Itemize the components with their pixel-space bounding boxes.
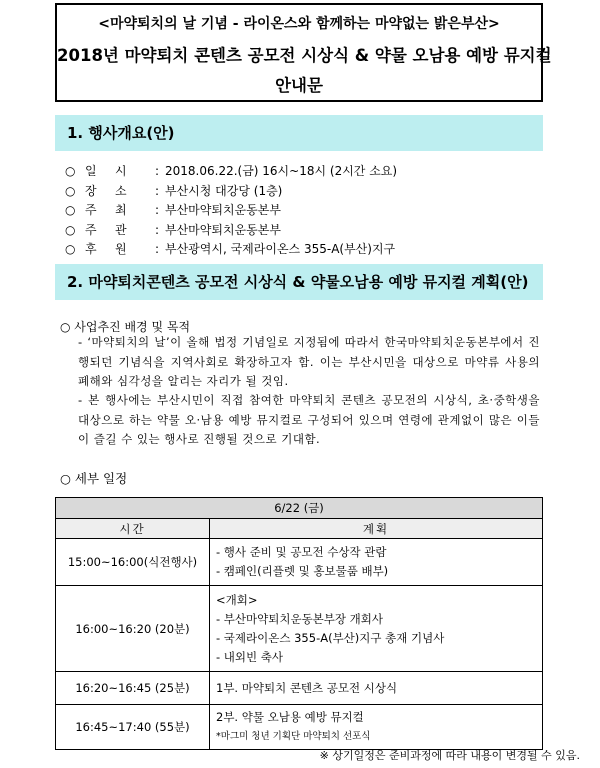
plan-line: - 국제라이온스 355-A(부산)지구 총재 기념사 xyxy=(216,630,445,645)
schedule-header-row xyxy=(56,519,543,539)
plan-note: *마그미 청년 기획단 마약퇴치 선포식 xyxy=(216,731,371,742)
time-cell: 16:20~16:45 (25분) xyxy=(56,672,210,705)
overview-value: 부산시청 대강당 (1층) xyxy=(165,183,283,198)
table-row xyxy=(56,672,543,705)
plan-cell xyxy=(210,539,543,586)
table-row xyxy=(56,586,543,672)
bullet: ○ xyxy=(65,203,76,217)
column-header-time: 시간 xyxy=(56,519,210,539)
plan-line: - 캠페인(리플렛 및 홍보물품 배부) xyxy=(216,564,389,578)
time-cell: 15:00~16:00(식전행사) xyxy=(56,539,210,586)
table-row xyxy=(56,539,543,586)
time-cell: 16:00~16:20 (20분) xyxy=(56,586,210,672)
document-title-line2: 안내문 xyxy=(275,76,323,95)
plan-line: 2부. 약물 오남용 예방 뮤지컬 xyxy=(216,710,364,724)
background-heading: ○ 사업추진 배경 및 목적 xyxy=(60,320,191,334)
schedule-date-row xyxy=(56,498,543,519)
overview-value: 부산광역시, 국제라이온스 355-A(부산)지구 xyxy=(165,242,396,256)
table-row xyxy=(56,705,543,750)
overview-row-venue: ○ 장 소 : 부산시청 대강당 (1층) xyxy=(65,182,397,202)
overview-list xyxy=(65,162,397,260)
schedule-heading: ○ 세부 일정 xyxy=(60,471,128,486)
plan-cell xyxy=(210,705,543,750)
plan-line: - 내외빈 축사 xyxy=(216,649,284,664)
overview-row-host: ○ 주 최 : 부산마약퇴치운동본부 xyxy=(65,201,397,221)
plan-line: 1부. 마약퇴치 콘텐츠 공모전 시상식 xyxy=(216,680,398,695)
section2-heading: 2. 마약퇴치콘텐츠 공모전 시상식 & 약물오남용 예방 뮤지컬 계획(안) xyxy=(55,264,543,300)
plan-line: - 행사 준비 및 공모전 수상작 관람 xyxy=(216,545,387,559)
title-box xyxy=(55,3,552,102)
overview-label: 일 시 xyxy=(85,164,127,178)
overview-value: 부산마약퇴치운동본부 xyxy=(165,222,281,237)
document-title: 2018년 마약퇴치 콘텐츠 공모전 시상식 & 약물 오남용 예방 뮤지컬 xyxy=(57,46,552,65)
plan-cell xyxy=(210,672,543,705)
overview-value: 부산마약퇴치운동본부 xyxy=(165,203,281,217)
plan-cell xyxy=(210,586,543,672)
bullet: ○ xyxy=(65,242,76,256)
overview-row-date: ○ 일 시 : 2018.06.22.(금) 16시~18시 (2시간 소요) xyxy=(65,162,397,182)
overview-label: 주 최 xyxy=(85,203,127,217)
overview-label: 후 원 xyxy=(85,242,127,256)
plan-line: <개회> xyxy=(216,592,258,607)
section1-heading: 1. 행사개요(안) xyxy=(55,115,543,151)
bullet: ○ xyxy=(65,222,76,237)
overview-label: 주 관 xyxy=(85,222,127,237)
bullet: ○ xyxy=(65,183,76,198)
overview-label: 장 소 xyxy=(85,183,127,198)
document-subtitle: <마약퇴치의 날 기념 - 라이온스와 함께하는 마약없는 밝은부산> xyxy=(98,16,500,32)
bullet: ○ xyxy=(65,164,76,178)
overview-row-sponsor: ○ 후 원 : 부산광역시, 국제라이온스 355-A(부산)지구 xyxy=(65,240,397,260)
plan-line: - 부산마약퇴치운동본부장 개회사 xyxy=(216,611,383,626)
overview-row-organizer: ○ 주 관 : 부산마약퇴치운동본부 xyxy=(65,221,397,241)
background-paragraph-2: - 본 행사에는 부산시민이 직접 참여한 마약퇴치 콘텐츠 공모전의 시상식, 초·중학생을 대상으로 하는 약물 오·남용 예방 뮤지컬로 구성되어 있으며 연령에 관계없이 많은 이들이 즐길 수 있는 행사로 진행될 것으로 기대함. xyxy=(78,393,540,446)
background-paragraph-1: - ‘마약퇴치의 날’이 올해 법정 기념일로 지정됨에 따라서 한국마약퇴치운동본부에서 진행되던 기념식을 지역사회로 확장하고자 함. 이는 부산시민을 대상으로 마약류 사용의 폐해와 심각성을 알리는 자리가 될 것임. xyxy=(78,335,540,388)
time-cell: 16:45~17:40 (55분) xyxy=(56,705,210,750)
column-header-plan: 계획 xyxy=(210,519,543,539)
footer-note: ※ 상기일정은 준비과정에 따라 내용이 변경될 수 있음. xyxy=(319,749,580,762)
schedule-table xyxy=(55,497,543,750)
schedule-date: 6/22 (금) xyxy=(56,498,543,519)
overview-value: 2018.06.22.(금) 16시~18시 (2시간 소요) xyxy=(165,164,398,178)
